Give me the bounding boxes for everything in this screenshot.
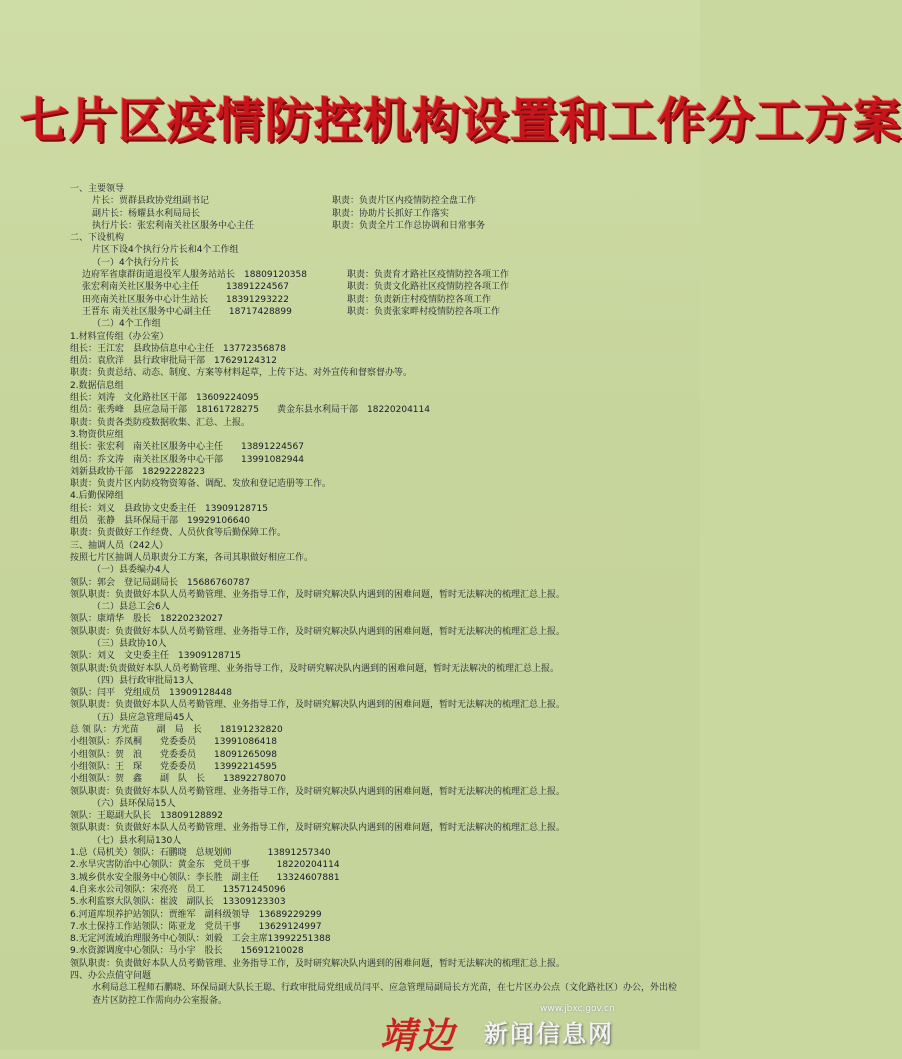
document-line (70, 281, 680, 293)
document-line: 领队：康靖华 股长 18220232027 (70, 614, 223, 625)
document-line (70, 220, 680, 232)
line-duty-column: 职责：负责新庄村疫情防控各项工作 (347, 294, 492, 305)
document-line: 组长：王江宏 县政协信息中心主任 13772356878 (70, 343, 286, 354)
document-line: （六）县环保局15人 (92, 798, 176, 809)
document-line: 职责：负责做好工作经费、人员伙食等后勤保障工作。 (70, 528, 287, 539)
document-line: 领队职责：负责做好本队人员考勤管理、业务指导工作，及时研究解决队内遇到的困难问题，暂时无法解决的梳理汇总上报。 (70, 700, 566, 711)
line-duty-column: 职责：负责育才路社区疫情防控各项工作 (347, 270, 510, 281)
line-duty-column: 职责：负责全片工作总协调和日常事务 (332, 220, 486, 231)
watermark-footer (380, 1004, 700, 1057)
document-line: （一）4个执行分片长 (92, 257, 179, 268)
line-duty-column: 职责：负责文化路社区疫情防控各项工作 (347, 282, 510, 293)
document-line: 领队：刘义 文史委主任 13909128715 (70, 651, 241, 662)
document-line: 刘新县政协干部 18292228223 (70, 466, 205, 477)
document-line: （二）县总工会6人 (92, 602, 170, 613)
document-line: 组员：乔文涛 南关社区服务中心干部 13991082944 (70, 454, 304, 465)
document-line: 领队：闫平 党组成员 13909128448 (70, 688, 232, 699)
document-line: 片区下设4个执行分片长和4个工作组 (92, 245, 239, 256)
document-line: 2.数据信息组 (70, 380, 124, 391)
line-name-column: 张宏利南关社区服务中心主任 13891224567 (82, 282, 289, 293)
document-line: 组员 张静 县环保局干部 19929106640 (70, 516, 250, 527)
document-line: 领队职责：负责做好本队人员考勤管理、业务指导工作，及时研究解决队内遇到的困难问题，暂时无法解决的梳理汇总上报。 (70, 823, 566, 834)
document-line: 按照七片区抽调人员职责分工方案，各司其职做好相应工作。 (70, 552, 314, 563)
line-name-column: 王晋东 南关社区服务中心副主任 18717428899 (82, 306, 292, 317)
document-line: 领队职责：负责做好本队人员考勤管理、业务指导工作，及时研究解决队内遇到的困难问题，暂时无法解决的梳理汇总上报。 (70, 958, 566, 969)
document-line: 组长：刘涛 文化路社区干部 13609224095 (70, 393, 259, 404)
document-line: （四）县行政审批局13人 (92, 675, 194, 686)
document-line (70, 195, 680, 207)
document-body (70, 183, 680, 1007)
document-line: 领队：王聪副大队长 13809128892 (70, 811, 223, 822)
document-line: 8.无定河流域治理服务中心领队：刘毅 工会主席13992251388 (70, 934, 331, 945)
document-line: 小组领队：王 琛 党委委员 13992214595 (70, 761, 277, 772)
document-line: 二、下设机构 (70, 233, 125, 244)
document-line: 四、办公点值守问题 (70, 971, 152, 981)
document-line: 职责：负责片区内防疫物资筹备、调配、发放和登记造册等工作。 (70, 479, 332, 490)
document-line: 领队职责：负责做好本队人员考勤管理、业务指导工作，及时研究解决队内遇到的困难问题，暂时无法解决的梳理汇总上报。 (70, 626, 566, 637)
document-line: 一、主要领导 (70, 184, 125, 194)
document-line: 9.水资源调度中心领队：马小宇 股长 15691210028 (70, 946, 304, 957)
document-line (70, 306, 680, 318)
document-line: （三）县政协10人 (92, 638, 167, 649)
line-name-column: 片长：贾群县政协党组副书记 (92, 196, 210, 207)
document-line: 总 领 队：方光苗 副 局 长 18191232820 (70, 725, 283, 736)
document-line: 小组领队：乔凤桐 党委委员 13991086418 (70, 737, 277, 748)
document-line: （七）县水利局130人 (92, 835, 182, 846)
line-name-column: 田亮南关社区服务中心计生站长 18391293222 (82, 294, 289, 305)
document-line: 组长：张宏利 南关社区服务中心主任 13891224567 (70, 442, 304, 453)
document-line: 6.河道库坝养护站领队：贾维军 副科级领导 13689229299 (70, 909, 322, 920)
document-line: 组员：张秀峰 县应急局干部 18161728275 黄金东县水利局干部 18220204114 (70, 405, 430, 416)
document-line: 水利局总工程师石鹏晓、环保局副大队长王聪、行政审批局党组成员闫平、应急管理局副局长方光苗，在七片区办公点（文化路社区）办公，外出检查片区防控工作需向办公室报备。 (92, 983, 678, 1006)
document-line (70, 294, 680, 306)
document-line: 三、抽调人员（242人） (70, 540, 169, 551)
watermark-url: www.jbxc.gov.cn (540, 1004, 615, 1014)
document-line: （二）4个工作组 (92, 319, 161, 330)
document-line: 5.水利监察大队领队：崔波 副队长 13309123303 (70, 897, 286, 908)
watermark-seal-logo: 靖边 (380, 1015, 457, 1057)
document-line: 组长：刘义 县政协文史委主任 13909128715 (70, 503, 268, 514)
document-line: 3.城乡供水安全服务中心领队：李长胜 副主任 13324607881 (70, 872, 340, 883)
line-name-column: 边府军省康群街道退役军人服务站站长 18809120358 (82, 270, 307, 281)
line-duty-column: 职责：负责片区内疫情防控全盘工作 (332, 196, 477, 207)
document-line: 7.水土保持工作站领队：陈亚龙 党员干事 13629124997 (70, 921, 322, 932)
document-line: （五）县应急管理局45人 (92, 712, 194, 723)
document-line: 3.物资供应组 (70, 429, 124, 440)
line-name-column: 副片长：杨耀县水利局局长 (92, 208, 201, 219)
document-line: 职责：负责总结、动态、制度、方案等材料起草，上传下达、对外宣传和督察督办等。 (70, 368, 413, 379)
document-line: 小组领队：贺 浪 党委委员 18091265098 (70, 749, 277, 760)
document-line: 领队：郭会 登记局副局长 15686760787 (70, 577, 250, 588)
line-duty-column: 职责：负责张家畔村疫情防控各项工作 (347, 306, 501, 317)
document-line: （一）县委编办4人 (92, 565, 170, 576)
document-line: 4.自来水公司领队：宋亮亮 员工 13571245096 (70, 884, 286, 895)
line-duty-column: 职责：协助片长抓好工作落实 (332, 208, 450, 219)
document-line: 领队职责：负责做好本队人员考勤管理、业务指导工作，及时研究解决队内遇到的困难问题，暂时无法解决的梳理汇总上报。 (70, 589, 566, 600)
document-line: 组员：袁欣洋 县行政审批局干部 17629124312 (70, 356, 277, 367)
document-line: 4.后勤保障组 (70, 491, 124, 502)
document-line (70, 269, 680, 281)
watermark-brand: 新闻信息网 (484, 1020, 614, 1048)
document-line: 小组领队：贺 鑫 副 队 长 13892278070 (70, 774, 286, 785)
document-line: 2.水旱灾害防治中心领队：黄金东 党员干事 18220204114 (70, 860, 340, 871)
document-line (70, 208, 680, 220)
line-name-column: 执行片长：张宏利南关社区服务中心主任 (92, 220, 255, 231)
document-line: 1.材料宣传组（办公室） (70, 331, 169, 342)
document-line: 领队职责:负责做好本队人员考勤管理、业务指导工作，及时研究解决队内遇到的困难问题，暂时无法解决的梳理汇总上报。 (70, 663, 560, 674)
document-title: 七片区疫情防控机构设置和工作分工方案 (20, 93, 902, 149)
document-line: 领队职责：负责做好本队人员考勤管理、业务指导工作，及时研究解决队内遇到的困难问题，暂时无法解决的梳理汇总上报。 (70, 786, 566, 797)
document-line: 职责：负责各类防疫数据收集、汇总、上报。 (70, 417, 251, 428)
document-line: 1.总（局机关）领队：石鹏晓 总规划师 13891257340 (70, 848, 331, 859)
